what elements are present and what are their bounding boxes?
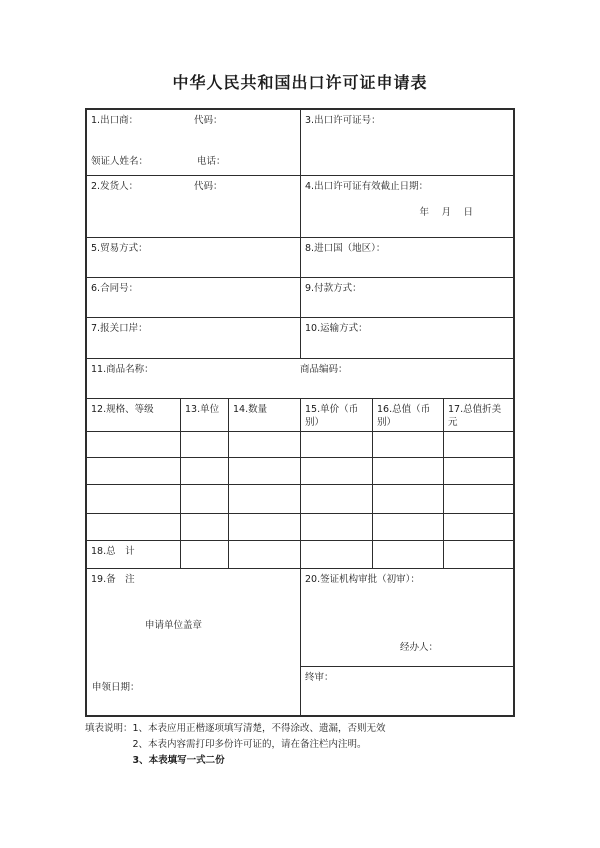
item-cell xyxy=(443,432,513,457)
row-item-headers xyxy=(87,399,513,432)
item-cell xyxy=(87,432,180,457)
product-name-label: 11.商品名称： xyxy=(91,364,154,375)
item-cell xyxy=(180,432,228,457)
remarks-label: 19.备 注 xyxy=(91,574,135,585)
cell-product-name xyxy=(87,359,513,398)
item-cell xyxy=(87,485,180,513)
total-cell xyxy=(372,541,443,568)
header-unit-price: 15.单价（币别） xyxy=(300,399,372,431)
item-cell xyxy=(300,514,372,540)
note-item-3: 3、本表填写一式二份 xyxy=(132,755,225,766)
item-cell xyxy=(228,458,300,484)
date-ymd-placeholder: 年 月 日 xyxy=(419,207,473,218)
payment-label: 9.付款方式： xyxy=(305,283,362,294)
form-table xyxy=(85,108,515,717)
note-item-1: 1、本表应用正楷逐项填写清楚，不得涂改、遗漏，否则无效 xyxy=(132,723,386,734)
handler-label: 经办人： xyxy=(399,642,438,653)
total-cell xyxy=(443,541,513,568)
header-unit: 13.单位 xyxy=(180,399,228,431)
item-cell xyxy=(87,514,180,540)
item-cell xyxy=(300,458,372,484)
row-product-name xyxy=(87,359,513,399)
license-no-label: 3.出口许可证号： xyxy=(305,115,381,126)
phone-label: 电话： xyxy=(197,156,226,167)
row-remarks-approval xyxy=(87,569,513,715)
item-cell xyxy=(228,514,300,540)
cell-trade-mode xyxy=(87,238,300,277)
item-cell xyxy=(300,432,372,457)
cell-transport xyxy=(300,318,513,358)
contract-no-label: 6.合同号： xyxy=(91,283,139,294)
apply-date-label: 申领日期： xyxy=(92,682,140,693)
item-cell xyxy=(180,514,228,540)
item-cell xyxy=(180,458,228,484)
expiry-label: 4.出口许可证有效截止日期： xyxy=(305,181,429,192)
cell-payment xyxy=(300,278,513,317)
approval-label: 20.签证机构审批（初审）： xyxy=(305,574,420,585)
row-customs-port xyxy=(87,318,513,359)
item-cell xyxy=(372,514,443,540)
item-cell xyxy=(443,458,513,484)
cell-expiry xyxy=(300,176,513,237)
total-cell xyxy=(228,541,300,568)
item-cell xyxy=(87,458,180,484)
item-cell xyxy=(180,485,228,513)
final-review-label: 终审： xyxy=(305,672,334,683)
header-total-usd: 17.总值折美元 xyxy=(443,399,513,431)
item-cell xyxy=(443,514,513,540)
product-code-label: 商品编码： xyxy=(300,364,348,375)
consignor-label: 2.发货人： xyxy=(91,181,139,192)
cell-approval-column xyxy=(300,569,513,715)
cell-customs-port xyxy=(87,318,300,358)
item-cell xyxy=(228,485,300,513)
trade-mode-label: 5.贸易方式： xyxy=(91,243,148,254)
cell-import-country xyxy=(300,238,513,277)
cell-approval xyxy=(301,569,513,667)
item-cell xyxy=(372,485,443,513)
row-consignor xyxy=(87,176,513,238)
header-quantity: 14.数量 xyxy=(228,399,300,431)
cell-final-review xyxy=(301,667,513,715)
cell-license-no xyxy=(300,110,513,175)
item-row xyxy=(87,432,513,458)
license-holder-label: 领证人姓名： xyxy=(91,156,149,167)
exporter-label: 1.出口商： xyxy=(91,115,139,126)
item-cell xyxy=(372,458,443,484)
filling-instructions xyxy=(85,721,535,769)
total-cell xyxy=(300,541,372,568)
import-country-label: 8.进口国（地区）： xyxy=(305,243,386,254)
notes-items xyxy=(133,721,386,769)
customs-port-label: 7.报关口岸： xyxy=(91,323,148,334)
total-label-cell: 18.总 计 xyxy=(91,546,135,557)
item-row xyxy=(87,485,513,514)
header-spec-grade: 12.规格、等级 xyxy=(91,404,154,415)
header-total-value: 16.总值（币别） xyxy=(372,399,443,431)
row-total xyxy=(87,541,513,569)
row-contract xyxy=(87,278,513,318)
cell-exporter xyxy=(87,110,300,175)
transport-label: 10.运输方式： xyxy=(305,323,368,334)
item-row xyxy=(87,514,513,541)
cell-contract-no xyxy=(87,278,300,317)
cell-consignor xyxy=(87,176,300,237)
page-title: 中华人民共和国出口许可证申请表 xyxy=(172,73,428,92)
item-cell xyxy=(443,485,513,513)
row-exporter xyxy=(87,110,513,176)
exporter-code-label: 代码： xyxy=(194,115,223,126)
item-cell xyxy=(372,432,443,457)
note-item-2: 2、本表内容需打印多份许可证的，请在备注栏内注明。 xyxy=(132,739,367,750)
cell-remarks xyxy=(87,569,300,715)
item-cell xyxy=(228,432,300,457)
notes-label: 填表说明： xyxy=(85,723,133,734)
total-cell xyxy=(180,541,228,568)
item-cell xyxy=(300,485,372,513)
row-trade-mode xyxy=(87,238,513,278)
applicant-seal-label: 申请单位盖章 xyxy=(145,620,203,631)
consignor-code-label: 代码： xyxy=(194,181,223,192)
item-row xyxy=(87,458,513,485)
